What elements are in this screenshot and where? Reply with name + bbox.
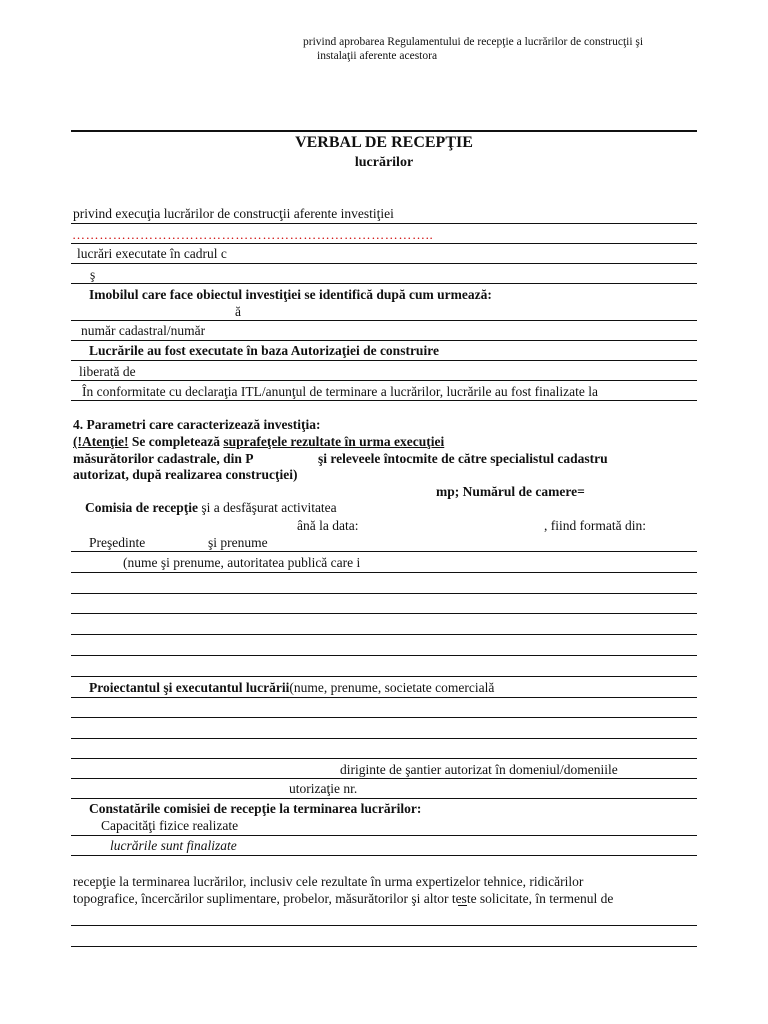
atentie-mid: Se completează [128, 434, 224, 449]
a-char: ă [235, 304, 241, 319]
formata-text: , fiind formată din: [544, 518, 646, 533]
s-char: ş [90, 267, 96, 282]
proiectant-line [89, 680, 494, 696]
rule [71, 925, 697, 926]
capacitati-text: Capacităţi fizice realizate [101, 818, 239, 833]
comisia-label: Comisia de recepţie [85, 500, 198, 515]
header-line-2: instalaţii aferente acestora [317, 50, 438, 62]
atentie-underlined: suprafeţele rezultate în urma execuţiei [223, 434, 445, 449]
rule [71, 946, 697, 947]
constatari-heading: Constatările comisiei de recepţie la terminarea lucrărilor: [89, 801, 422, 816]
rule [71, 778, 697, 779]
rule [71, 835, 697, 836]
rule [71, 855, 697, 856]
rule [71, 400, 697, 401]
comisia-line [85, 500, 337, 516]
investitie-text: privind execuţia lucrărilor de construcţii aferente investiţiei [73, 206, 394, 221]
rule [71, 697, 697, 698]
proiectant-label: Proiectantul şi executantul lucrării [89, 680, 290, 695]
rule [71, 655, 697, 656]
header-line-1: privind aprobarea Regulamentului de recepţie a lucrărilor de construcţii şi [303, 36, 644, 48]
rule [71, 798, 697, 799]
rule [71, 634, 697, 635]
rule [71, 320, 697, 321]
atentie-line [73, 434, 444, 450]
rule [71, 283, 697, 284]
document-title: VERBAL DE RECEPŢIE [295, 134, 473, 151]
ana-text: ână la data: [297, 518, 359, 533]
masuratori-text: măsurătorilor cadastrale, din P [73, 451, 254, 466]
rule [71, 263, 697, 264]
dash-mark [458, 905, 467, 906]
rule [71, 738, 697, 739]
finalizate-text: lucrările sunt finalizate [110, 838, 237, 853]
rule [71, 551, 697, 552]
comisia-rest: şi a desfăşurat activitatea [197, 500, 337, 515]
rule [71, 380, 697, 381]
title-top-rule [71, 130, 697, 132]
cadrul-text: lucrări executate în cadrul c [77, 246, 227, 261]
imobil-heading: Imobilul care face obiectul investiţiei se identifică după cum urmează: [89, 287, 492, 302]
autorizatie-heading: Lucrările au fost executate în baza Autorizaţiei de construire [89, 343, 439, 358]
atentie-label: (!Atenţie! [73, 434, 129, 449]
dotted-placeholder: …………………………………………………………………….. [72, 227, 434, 242]
rule [71, 360, 697, 361]
document-subtitle: lucrărilor [354, 155, 414, 170]
liberata-text: liberată de [79, 364, 136, 379]
utorizatie-text: utorizaţie nr. [289, 781, 358, 796]
relevee-text: şi releveele întocmite de către specialistul cadastru [318, 451, 608, 466]
mp-camere-text: mp; Numărul de camere= [436, 484, 585, 499]
conformitate-text: În conformitate cu declaraţia ITL/anunţul de terminare a lucrărilor, lucrările au fost finalizate la [82, 384, 598, 399]
rule [71, 593, 697, 594]
footer-line-1: recepţie la terminarea lucrărilor, inclusiv cele rezultate în urma expertizelor tehnice, ridicărilor [73, 874, 584, 889]
rule [71, 340, 697, 341]
rule [71, 572, 697, 573]
rule [71, 613, 697, 614]
nume-text: (nume şi prenume, autoritatea publică care i [123, 555, 361, 570]
rule [71, 223, 697, 224]
presedinte-label: Preşedinte [89, 535, 146, 550]
proiectant-rest: (nume, prenume, societate comercială [289, 680, 495, 695]
prenume-text: şi prenume [208, 535, 268, 550]
rule [71, 676, 697, 677]
rule [71, 758, 697, 759]
section4-heading: 4. Parametri care caracterizează investiţia: [73, 417, 321, 432]
cadastral-text: număr cadastral/număr [81, 323, 206, 338]
rule [71, 717, 697, 718]
autorizat-text: autorizat, după realizarea construcţiei) [73, 467, 298, 482]
diriginte-text: diriginte de şantier autorizat în domeniul/domeniile [340, 762, 618, 777]
footer-line-2: topografice, încercărilor suplimentare, probelor, măsurătorilor şi altor teste solicitate, în termenul de [73, 891, 614, 906]
rule [71, 243, 697, 244]
